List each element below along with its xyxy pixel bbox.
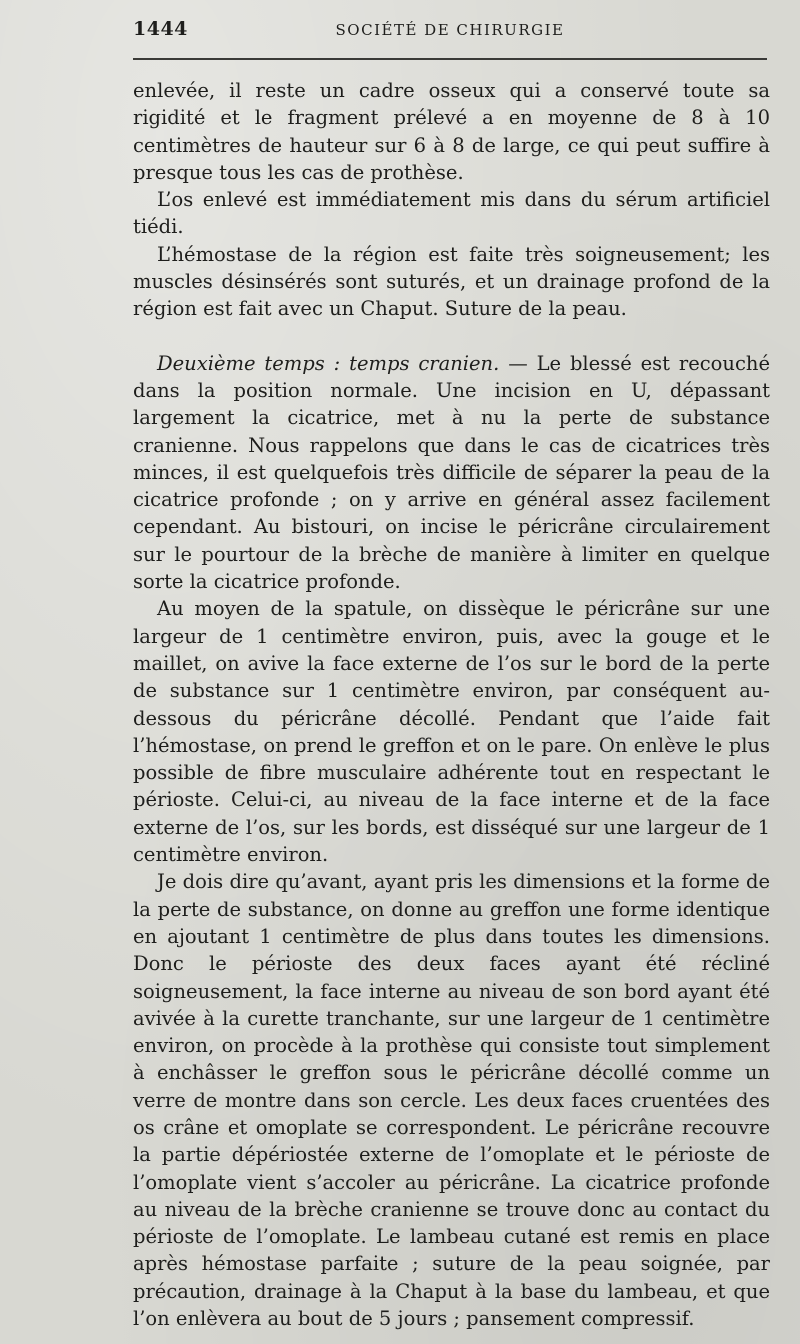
header-rule <box>133 58 767 60</box>
section-lead: Deuxième temps : temps cranien. <box>157 351 500 375</box>
paragraph-2: L’os enlevé est immédiatement mis dans du sérum artificiel tiédi. <box>133 188 770 239</box>
page-number: 1444 <box>133 18 188 40</box>
paragraph-6: Je dois dire qu’avant, ayant pris les dimensions et la forme de la perte de substance, on donne au greffon une forme identique en ajoutant 1 centimètre de plus dans toutes les dimensions. Donc le périoste des deux faces ayant été récliné soigneusement, la face interne au niveau de son bord ayant été avivée à la curette tranchante, sur une largeur de 1 centimètre environ, on procède à la prothèse qui consiste tout simplement à enchâsser le greffon sous le péricrâne décollé comme un verre de montre dans son cercle. Les deux faces cruentées des os crâne et omoplate se correspondent. Le péricrâne recouvre la partie dépériostée externe de l’omoplate et le périoste de l’omoplate vient s’accoler au péricrâne. La cicatrice profonde au niveau de la brèche cranienne se trouve donc au contact du périoste de l’omoplate. Le lambeau cutané est remis en place après hémostase parfaite ; suture de la peau soignée, par précaution, drainage à la Chaput à la base du lambeau, et que l’on enlèvera au bout de 5 jours ; pansement compressif. <box>133 870 770 1331</box>
paragraph-1: enlevée, il reste un cadre osseux qui a conservé toute sa rigidité et le fragment prélevé a en moyenne de 8 à 10 centimètres de hauteur sur 6 à 8 de large, ce qui peut suffire à presque tous les cas de prothèse. <box>133 79 770 184</box>
body-text <box>133 77 770 1332</box>
paragraph-4 <box>133 350 770 596</box>
paragraph-5: Au moyen de la spatule, on dissèque le péricrâne sur une largeur de 1 centimètre environ, puis, avec la gouge et le maillet, on avive la face externe de l’os sur le bord de la perte de substance sur 1 centimètre environ, par conséquent au-dessous du péricrâne décollé. Pendant que l’aide fait l’hémostase, on prend le greffon et on le pare. On enlève le plus possible de fibre musculaire adhérente tout en respectant le périoste. Celui-ci, au niveau de la face interne et de la face externe de l’os, sur les bords, est disséqué sur une largeur de 1 centimètre environ. <box>133 597 770 867</box>
running-title: SOCIÉTÉ DE CHIRURGIE <box>335 21 565 39</box>
paragraph-3: L’hémostase de la région est faite très soigneusement; les muscles désinsérés sont suturés, et un drainage profond de la région est fait avec un Chaput. Suture de la peau. <box>133 242 770 321</box>
paragraph-4-text: — Le blessé est recouché dans la position normale. Une incision en U, dépassant largement la cicatrice, met à nu la perte de substance cranienne. Nous rappelons que dans le cas de cicatrices très minces, il est quelquefois très difficile de séparer la peau de la cicatrice profonde ; on y arrive en général assez facilement cependant. Au bistouri, on incise le péricrâne circulairement sur le pourtour de la brèche de manière à limiter en quelque sorte la cicatrice profonde. <box>133 351 771 594</box>
running-head <box>133 18 767 42</box>
